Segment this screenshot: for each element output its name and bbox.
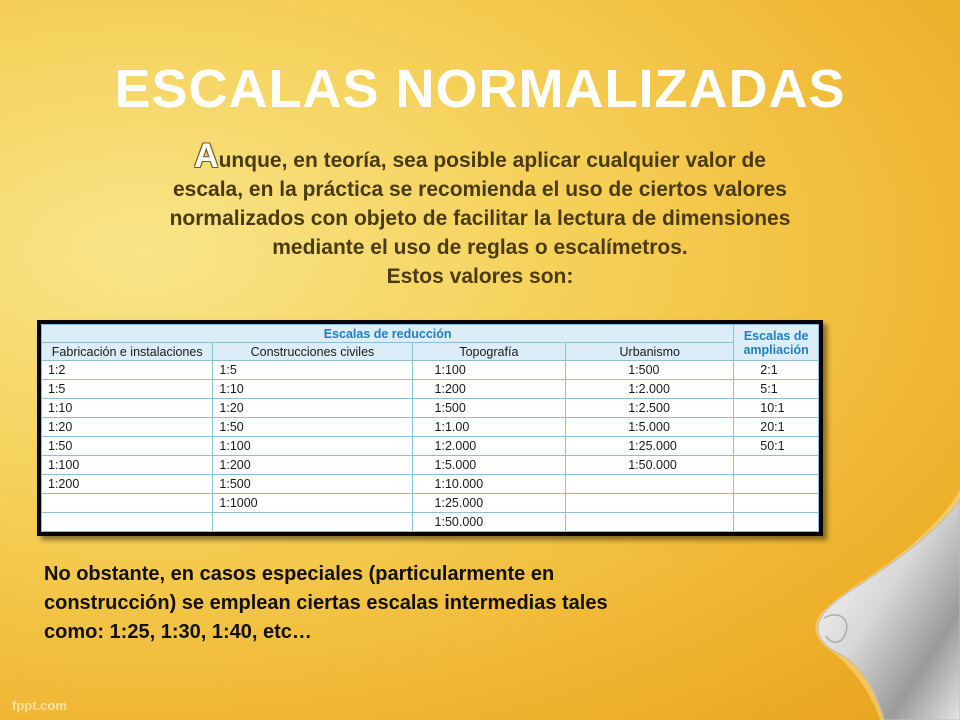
scales-table — [41, 324, 819, 532]
table-cell — [734, 475, 819, 494]
table-cell: 1:1.00 — [412, 418, 566, 437]
table-row — [42, 456, 819, 475]
table-cell: 1:25.000 — [566, 437, 734, 456]
slide-title: ESCALAS NORMALIZADAS — [114, 59, 846, 119]
intro-line-3: normalizados con objeto de facilitar la lectura de dimensiones — [169, 207, 791, 230]
table-cell: 1:100 — [412, 361, 566, 380]
table-cell: 1:2.000 — [412, 437, 566, 456]
scales-table-frame — [37, 320, 823, 536]
table-cell: 1:5 — [213, 361, 412, 380]
table-cell — [213, 513, 412, 532]
table-row — [42, 399, 819, 418]
table-cell: 5:1 — [734, 380, 819, 399]
reduction-group-header: Escalas de reducción — [42, 325, 734, 343]
table-cell: 1:10 — [42, 399, 213, 418]
table-cell: 1:50.000 — [412, 513, 566, 532]
col-header-fabricacion: Fabricación e instalaciones — [42, 343, 213, 361]
table-cell — [734, 456, 819, 475]
footer-watermark: fppt.com — [12, 698, 67, 713]
table-row — [42, 418, 819, 437]
note-line-2: construcción) se emplean ciertas escalas intermedias tales — [44, 592, 608, 614]
table-cell: 1:500 — [412, 399, 566, 418]
table-cell: 1:2 — [42, 361, 213, 380]
table-cell: 2:1 — [734, 361, 819, 380]
dropcap-letter: A — [194, 137, 219, 175]
table-cell: 1:10.000 — [412, 475, 566, 494]
table-row — [42, 513, 819, 532]
intro-line-1-text: unque, en teoría, sea posible aplicar cualquier valor de — [218, 149, 766, 172]
table-cell — [566, 475, 734, 494]
note-paragraph — [44, 560, 774, 647]
table-cell — [566, 513, 734, 532]
table-row — [42, 361, 819, 380]
table-row — [42, 380, 819, 399]
intro-line-1 — [110, 137, 850, 175]
table-cell: 1:5.000 — [566, 418, 734, 437]
note-line-3: como: 1:25, 1:30, 1:40, etc… — [44, 621, 312, 643]
intro-line-5: Estos valores son: — [386, 265, 574, 288]
table-row — [42, 494, 819, 513]
table-cell: 1:20 — [42, 418, 213, 437]
table-cell: 1:10 — [213, 380, 412, 399]
table-cell: 1:20 — [213, 399, 412, 418]
table-cell: 1:500 — [213, 475, 412, 494]
table-cell: 1:2.000 — [566, 380, 734, 399]
table-cell — [734, 513, 819, 532]
table-cell: 1:100 — [42, 456, 213, 475]
table-cell: 1:200 — [42, 475, 213, 494]
table-cell: 1:50.000 — [566, 456, 734, 475]
note-line-1: No obstante, en casos especiales (particularmente en — [44, 563, 555, 585]
table-cell — [42, 513, 213, 532]
intro-line-4: mediante el uso de reglas o escalímetros. — [272, 236, 688, 259]
table-cell — [566, 494, 734, 513]
table-cell — [734, 494, 819, 513]
table-cell: 1:100 — [213, 437, 412, 456]
table-cell — [42, 494, 213, 513]
table-cell: 1:5 — [42, 380, 213, 399]
table-cell: 20:1 — [734, 418, 819, 437]
table-row — [42, 475, 819, 494]
page-curl-graphic — [810, 490, 960, 720]
table-cell: 1:1000 — [213, 494, 412, 513]
col-header-topografia: Topografía — [412, 343, 566, 361]
table-cell: 1:50 — [213, 418, 412, 437]
table-cell: 1:25.000 — [412, 494, 566, 513]
table-cell: 50:1 — [734, 437, 819, 456]
table-cell: 1:2.500 — [566, 399, 734, 418]
intro-line-2: escala, en la práctica se recomienda el uso de ciertos valores — [173, 178, 787, 201]
col-header-urbanismo: Urbanismo — [566, 343, 734, 361]
enlargement-group-header: Escalas de ampliación — [734, 325, 819, 361]
table-cell: 1:5.000 — [412, 456, 566, 475]
table-cell: 1:200 — [412, 380, 566, 399]
table-cell: 10:1 — [734, 399, 819, 418]
table-cell: 1:50 — [42, 437, 213, 456]
intro-paragraph — [110, 137, 850, 291]
col-header-construcciones: Construcciones civiles — [213, 343, 412, 361]
table-row — [42, 437, 819, 456]
table-cell: 1:200 — [213, 456, 412, 475]
table-cell: 1:500 — [566, 361, 734, 380]
